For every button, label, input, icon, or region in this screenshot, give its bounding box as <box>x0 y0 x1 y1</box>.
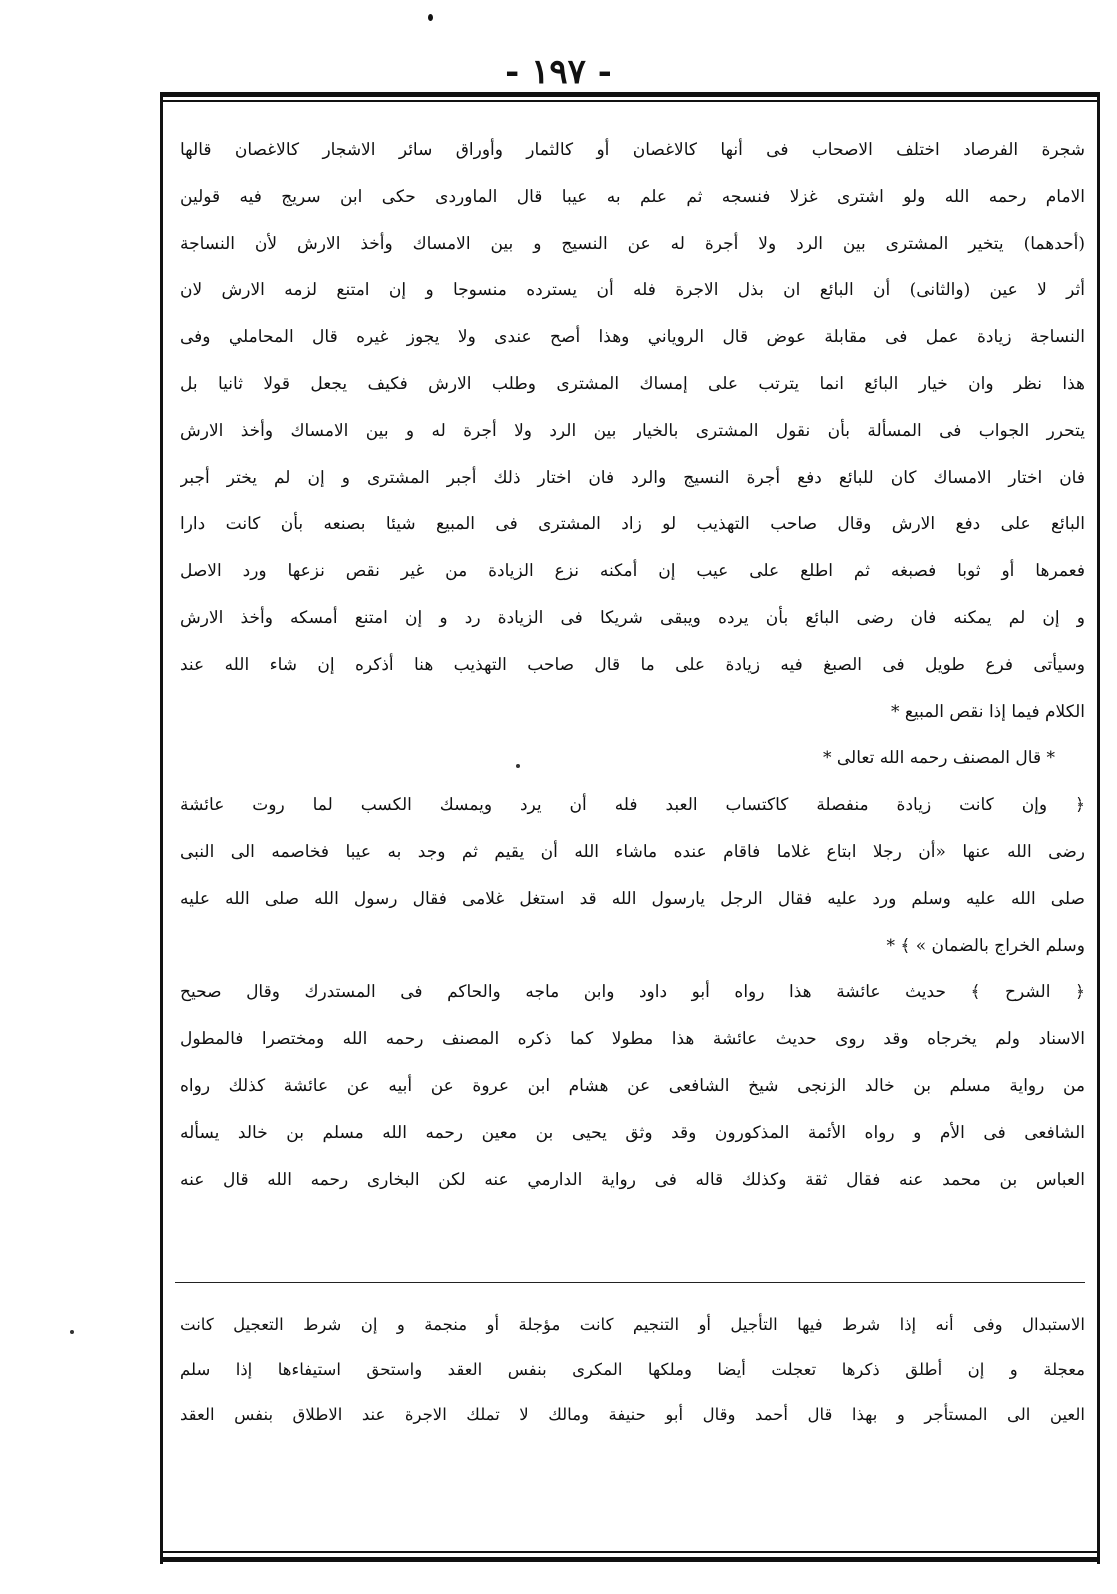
text-line: ﴿ وإن كانت زيادة منفصلة كاكتساب العبد فله أن يرد ويمسك الكسب لما روت عائشة <box>180 795 1085 816</box>
text-line: أثر لا عين (والثانى) أن البائع ان بذل الاجرة فله أن يسترده منسوجا و إن امتنع لزمه الارش لان <box>180 280 1085 301</box>
text-line: الامام رحمه الله ولو اشترى غزلا فنسجه ثم علم به عيبا قال الماوردى حكى ابن سريج فيه قولين <box>180 186 1085 207</box>
frame-bottom-inner-rule <box>160 1551 1100 1553</box>
footnote-line: العين الى المستأجر و بهذا قال أحمد وقال أبو حنيفة ومالك لا تملك الاجرة عند الاطلاق بنفس العقد <box>180 1405 1085 1424</box>
text-line: شجرة الفرصاد اختلف الاصحاب فى أنها كالاغصان أو كالثمار وأوراق سائر الاشجار كالاغصان قالها <box>180 140 1085 160</box>
text-line: العباس بن محمد عنه فقال ثقة وكذلك قاله فى رواية الدارمي عنه لكن البخارى رحمه الله قال عنه <box>180 1169 1085 1190</box>
text-line: ﴿ الشرح ﴾ حديث عائشة هذا رواه أبو داود وابن ماجه والحاكم فى المستدرك وقال صحيح <box>180 982 1085 1003</box>
text-line: وسيأتى فرع طويل فى الصبغ فيه زيادة على ما قال صاحب التهذيب هنا أذكره إن شاء الله عند <box>180 654 1085 675</box>
text-line: وسلم الخراج بالضمان » ﴾ * <box>886 935 1085 956</box>
section-heading: * قال المصنف رحمه الله تعالى * <box>822 748 1055 769</box>
text-line: الكلام فيما إذا نقص المبيع * <box>891 701 1085 722</box>
text-line: هذا نظر وان خيار البائع انما يترتب على إمساك المشترى وطلب الارش فكيف يجعل قولا ثانيا بل <box>180 373 1085 394</box>
frame-bottom-rule <box>160 1557 1100 1562</box>
footnote-line: معجلة و إن أطلق ذكرها تعجلت أيضا وملكها المكرى بنفس العقد واستحق استيفاءها إذا سلم <box>180 1360 1085 1379</box>
footnote-divider <box>175 1282 1085 1283</box>
ink-speck <box>428 14 433 21</box>
main-text-body <box>180 127 1085 1203</box>
text-line: البائع على دفع الارش وقال صاحب التهذيب لو زاد المشترى فى المبيع شيئا بصنعه بأن كانت دارا <box>180 514 1085 535</box>
text-line: فان اختار الامساك كان للبائع دفع أجرة النسيج والرد فان اختار ذلك أجبر المشترى و إن لم يختر أجبر <box>180 467 1085 488</box>
text-line: (أحدهما) يتخير المشترى بين الرد ولا أجرة له عن النسيج و بين الامساك وأخذ الارش لأن النساجة <box>180 233 1085 254</box>
footnote-line: الاستبدال وفى أنه إذا شرط فيها التأجيل أو التنجيم كانت مؤجلة أو منجمة و إن شرط التعجيل كانت <box>180 1315 1085 1334</box>
text-line: من رواية مسلم بن خالد الزنجى شيخ الشافعى عن هشام ابن عروة عن أبيه عن عائشة كذلك رواه <box>180 1075 1085 1096</box>
footnote-text <box>180 1302 1085 1437</box>
ink-speck <box>70 1330 74 1334</box>
text-line: صلى الله عليه وسلم ورد عليه فقال الرجل يارسول الله قد استغل غلامى فقال رسول الله صلى الله عليه <box>180 888 1085 909</box>
text-line: الشافعى فى الأم و رواه الأئمة المذكورون وقد وثق يحيى بن معين رحمه الله مسلم بن خالد يسأله <box>180 1122 1085 1143</box>
text-line: و إن لم يمكنه فان رضى البائع بأن يرده ويبقى شريكا فى الزيادة رد و إن امتنع أمسكه وأخذ الارش <box>180 607 1085 628</box>
text-line: رضى الله عنها «أن رجلا ابتاع غلاما فاقام عنده ماشاء الله أن يقيم ثم وجد به عيبا فخاصمه الى النبى <box>180 841 1085 862</box>
text-line: يتحرر الجواب فى المسألة بأن نقول المشترى بالخيار بين الرد ولا أجرة له و بين الامساك وأخذ الارش <box>180 420 1085 441</box>
text-line: فعمرها أو ثوبا فصبغه ثم اطلع على عيب إن أمكنه نزع الزيادة من غير نقص نزعها ورد الاصل <box>180 561 1085 582</box>
text-line: الاسناد ولم يخرجاه وقد روى حديث عائشة هذا مطولا كما ذكره المصنف رحمه الله ومختصرا فالمطول <box>180 1029 1085 1050</box>
text-line: النساجة زيادة عمل فى مقابلة عوض قال الروياني وهذا أصح عندى ولا يجوز غيره قال المحاملي وفى <box>180 327 1085 348</box>
page-number: - ١٩٧ - <box>505 52 612 92</box>
ink-speck <box>516 764 520 768</box>
